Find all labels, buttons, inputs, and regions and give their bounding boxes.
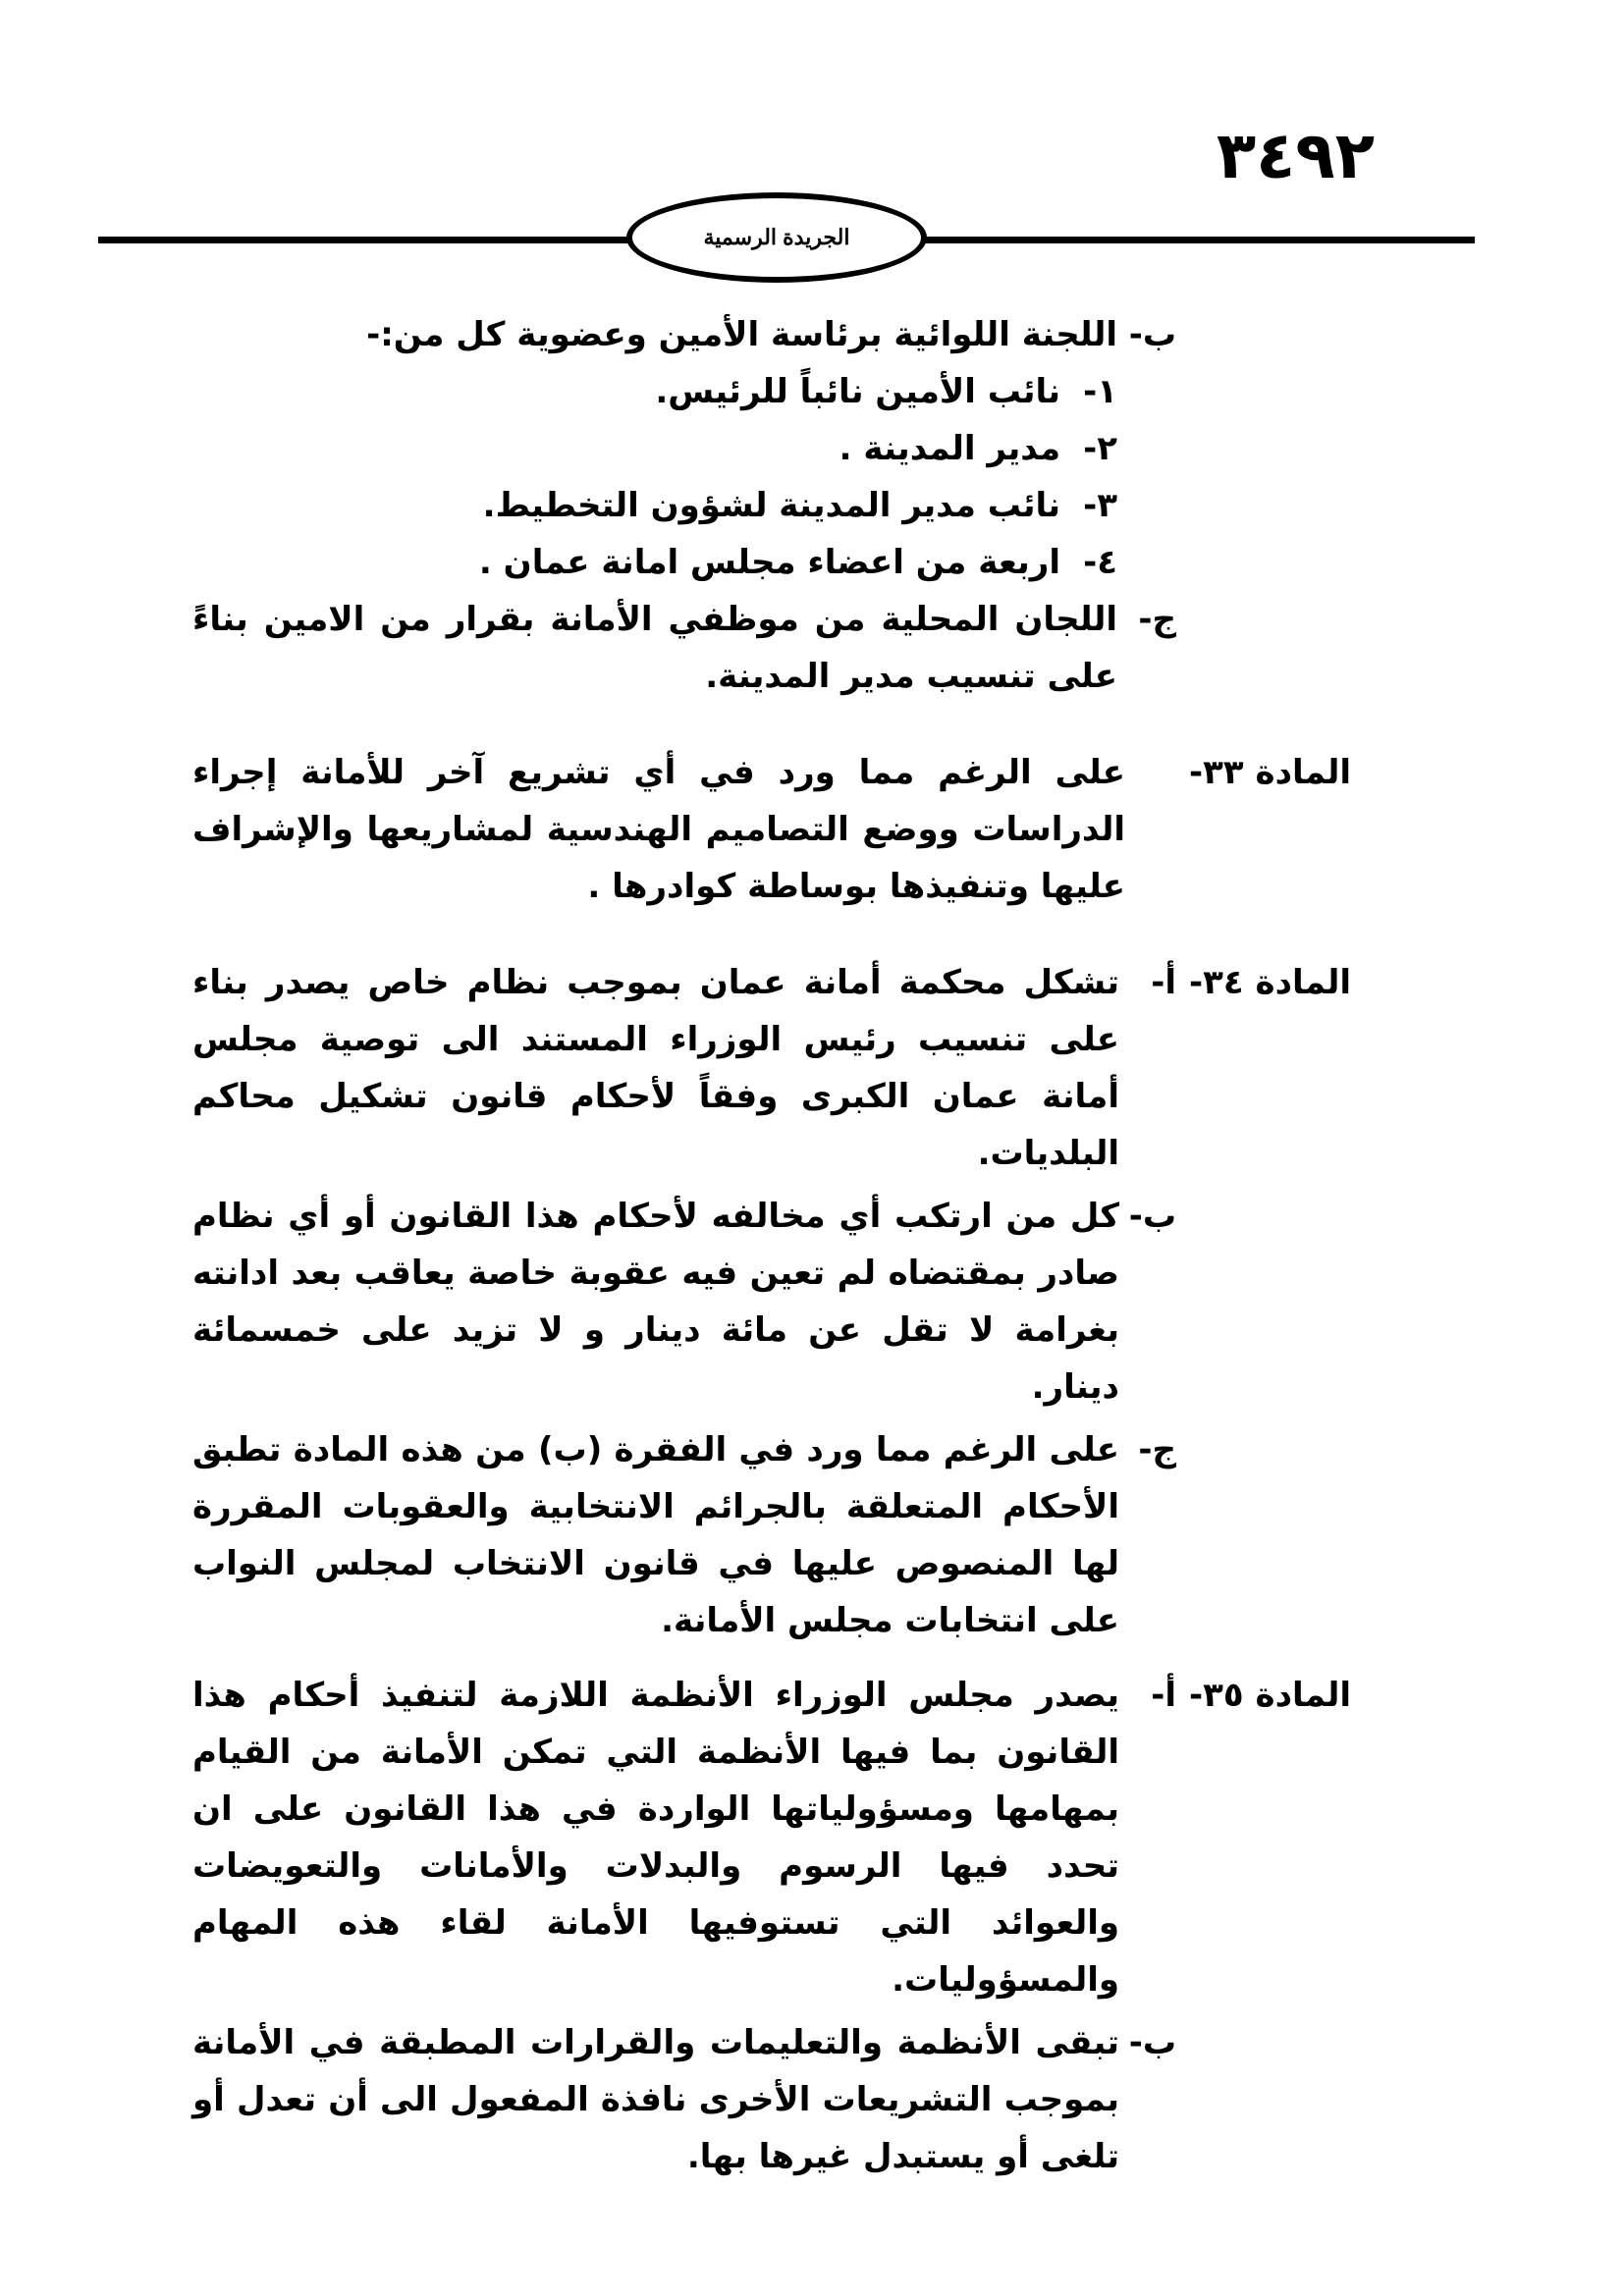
item-number: ٣- <box>1083 486 1117 525</box>
item-text: مدير المدينة . <box>839 429 1060 468</box>
article-33-text: على الرغم مما ورد في أي تشريع آخر للأمانة إجراء الدراسات ووضع التصاميم الهندسية لمشاريعها والإشراف عليها وتنفيذها بوساطة كوادرها . <box>192 753 1125 906</box>
item-text: اربعة من اعضاء مجلس امانة عمان . <box>478 543 1060 582</box>
para-text: تبقى الأنظمة والتعليمات والقرارات المطبقة في الأمانة بموجب التشريعات الأخرى نافذة المفعول الى أن تعدل أو تلغى أو يستبدل غيرها بها. <box>192 2023 1119 2176</box>
section-b-text: اللجنة اللوائية برئاسة الأمين وعضوية كل من:- <box>366 315 1117 354</box>
article-35-label: المادة ٣٥- <box>1189 1676 1351 1715</box>
header-oval <box>626 192 927 283</box>
section-b-item <box>192 534 1117 591</box>
article-34-paragraphs <box>192 954 1176 1649</box>
article-34-para-a <box>192 954 1176 1182</box>
article-33-label: المادة ٣٣- <box>1189 753 1351 792</box>
item-text: نائب الأمين نائباً للرئيس. <box>655 372 1060 411</box>
para-text: تشكل محكمة أمانة عمان بموجب نظام خاص يصدر بناء على تنسيب رئيس الوزراء المستند الى توصية مجلس أمانة عمان الكبرى وفقاً لأحكام قانون تشكيل محاكم البلديات. <box>192 963 1119 1173</box>
article-33 <box>192 744 1351 915</box>
para-label: أ- <box>1151 1676 1176 1715</box>
article-35 <box>192 1667 1351 2185</box>
section-b <box>192 306 1176 363</box>
para-label: ج- <box>1138 1430 1176 1469</box>
section-b-item <box>192 363 1117 420</box>
para-label: ب- <box>1128 1197 1176 1236</box>
para-text: يصدر مجلس الوزراء الأنظمة اللازمة لتنفيذ أحكام هذا القانون بما فيها الأنظمة التي تمكن الأمانة من القيام بمهامها ومسؤولياتها الواردة في هذا القانون على ان تحدد فيها الرسوم والبدلات والأمانات والتعويضات والعوائد التي تستوفيها الأمانة لقاء هذه المهام والمسؤوليات. <box>192 1676 1119 2000</box>
section-b-item <box>192 477 1117 534</box>
page-number: ٣٤٩٢ <box>1216 118 1375 193</box>
article-34-label: المادة ٣٤- <box>1189 963 1351 1002</box>
section-c-label: ج- <box>1138 600 1176 639</box>
para-text: كل من ارتكب أي مخالفه لأحكام هذا القانون أو أي نظام صادر بمقتضاه لم تعين فيه عقوبة خاصة يعاقب بعد ادانته بغرامة لا تقل عن مائة دينار و لا تزيد على خمسمائة دينار. <box>192 1197 1119 1407</box>
section-b-label: ب- <box>1128 315 1176 354</box>
header-title: الجريدة الرسمية <box>703 225 850 249</box>
para-label: أ- <box>1151 963 1176 1002</box>
para-text: على الرغم مما ورد في الفقرة (ب) من هذه المادة تطبق الأحكام المتعلقة بالجرائم الانتخابية والعقوبات المقررة لها المنصوص عليها في قانون الانتخاب لمجلس النواب على انتخابات مجلس الأمانة. <box>192 1430 1119 1640</box>
article-34 <box>192 954 1351 1649</box>
item-text: نائب مدير المدينة لشؤون التخطيط. <box>482 486 1060 525</box>
article-35-para-b <box>192 2014 1176 2185</box>
article-35-paragraphs <box>192 1667 1176 2185</box>
section-c-text: اللجان المحلية من موظفي الأمانة بقرار من الامين بناءً على تنسيب مدير المدينة. <box>192 600 1117 696</box>
article-34-para-c <box>192 1421 1176 1649</box>
section-c <box>192 591 1176 705</box>
item-number: ٤- <box>1083 543 1117 582</box>
section-b-item <box>192 420 1117 477</box>
item-number: ٢- <box>1083 429 1117 468</box>
para-label: ب- <box>1128 2023 1176 2062</box>
article-34-para-b <box>192 1188 1176 1415</box>
document-body <box>192 306 1351 2185</box>
item-number: ١- <box>1083 372 1117 411</box>
article-35-para-a <box>192 1667 1176 2008</box>
